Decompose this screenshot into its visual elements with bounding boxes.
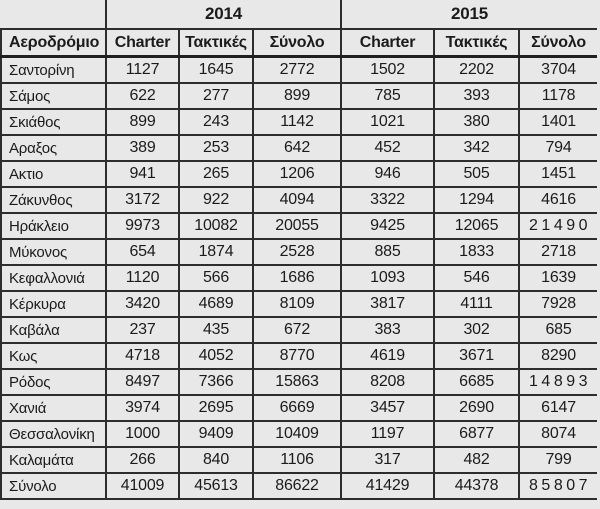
data-cell: 6669 xyxy=(253,395,341,421)
table-row xyxy=(1,135,597,161)
row-label: Σκιάθος xyxy=(1,109,106,135)
table-row xyxy=(1,265,597,291)
data-cell: 265 xyxy=(179,161,253,187)
data-cell: 941 xyxy=(106,161,179,187)
data-cell: 243 xyxy=(179,109,253,135)
data-cell: 1127 xyxy=(106,57,179,84)
data-cell: 8074 xyxy=(519,421,597,447)
data-cell: 389 xyxy=(106,135,179,161)
data-cell: 3817 xyxy=(341,291,434,317)
table-row xyxy=(1,447,597,473)
data-cell: 435 xyxy=(179,317,253,343)
row-label: Καλαμάτα xyxy=(1,447,106,473)
data-cell: 799 xyxy=(519,447,597,473)
data-cell: 20055 xyxy=(253,213,341,239)
data-cell: 15863 xyxy=(253,369,341,395)
row-label: Χανιά xyxy=(1,395,106,421)
total-row-label: Σύνολο xyxy=(1,473,106,499)
data-cell: 8109 xyxy=(253,291,341,317)
data-cell: 2528 xyxy=(253,239,341,265)
data-cell: 86622 xyxy=(253,473,341,499)
data-cell: 840 xyxy=(179,447,253,473)
data-cell: 9409 xyxy=(179,421,253,447)
row-label: Θεσσαλονίκη xyxy=(1,421,106,447)
data-cell: 1120 xyxy=(106,265,179,291)
data-cell: 3322 xyxy=(341,187,434,213)
data-cell: 277 xyxy=(179,83,253,109)
row-label: Ηράκλειο xyxy=(1,213,106,239)
data-cell: 3671 xyxy=(434,343,519,369)
data-cell: 1106 xyxy=(253,447,341,473)
data-cell: 253 xyxy=(179,135,253,161)
data-cell: 3420 xyxy=(106,291,179,317)
data-cell: 1294 xyxy=(434,187,519,213)
data-cell: 3457 xyxy=(341,395,434,421)
data-cell: 946 xyxy=(341,161,434,187)
data-cell: 9425 xyxy=(341,213,434,239)
table-row xyxy=(1,57,597,84)
table-row xyxy=(1,395,597,421)
data-cell: 45613 xyxy=(179,473,253,499)
data-cell: 342 xyxy=(434,135,519,161)
data-cell: 85807 xyxy=(519,473,597,499)
table-row xyxy=(1,83,597,109)
table-row xyxy=(1,343,597,369)
data-cell: 899 xyxy=(253,83,341,109)
data-cell: 3974 xyxy=(106,395,179,421)
row-label: Κεφαλλονιά xyxy=(1,265,106,291)
table-row xyxy=(1,213,597,239)
column-header-synolo-2014: Σύνολο xyxy=(253,29,341,57)
data-cell: 1686 xyxy=(253,265,341,291)
data-cell: 1639 xyxy=(519,265,597,291)
data-cell: 7366 xyxy=(179,369,253,395)
data-cell: 8290 xyxy=(519,343,597,369)
data-cell: 266 xyxy=(106,447,179,473)
data-cell: 785 xyxy=(341,83,434,109)
table-row xyxy=(1,291,597,317)
row-label: Σαντορίνη xyxy=(1,57,106,84)
data-cell: 12065 xyxy=(434,213,519,239)
data-cell: 6877 xyxy=(434,421,519,447)
data-cell: 1874 xyxy=(179,239,253,265)
data-cell: 3704 xyxy=(519,57,597,84)
data-cell: 1451 xyxy=(519,161,597,187)
data-cell: 885 xyxy=(341,239,434,265)
data-cell: 505 xyxy=(434,161,519,187)
data-cell: 6147 xyxy=(519,395,597,421)
data-cell: 393 xyxy=(434,83,519,109)
data-cell: 899 xyxy=(106,109,179,135)
data-cell: 685 xyxy=(519,317,597,343)
data-cell: 482 xyxy=(434,447,519,473)
data-cell: 8208 xyxy=(341,369,434,395)
row-label: Κως xyxy=(1,343,106,369)
data-cell: 10409 xyxy=(253,421,341,447)
data-cell: 4111 xyxy=(434,291,519,317)
data-cell: 2772 xyxy=(253,57,341,84)
row-label: Καβάλα xyxy=(1,317,106,343)
table-row xyxy=(1,369,597,395)
table-row xyxy=(1,317,597,343)
column-header-charter-2014: Charter xyxy=(106,29,179,57)
year-2015-header: 2015 xyxy=(341,0,597,29)
data-cell: 2690 xyxy=(434,395,519,421)
column-header-taktikes-2015: Τακτικές xyxy=(434,29,519,57)
total-row xyxy=(1,473,597,499)
row-label: Μύκονος xyxy=(1,239,106,265)
data-cell: 654 xyxy=(106,239,179,265)
data-cell: 566 xyxy=(179,265,253,291)
year-2014-header: 2014 xyxy=(106,0,341,29)
table-row xyxy=(1,109,597,135)
data-cell: 1206 xyxy=(253,161,341,187)
data-cell: 1000 xyxy=(106,421,179,447)
data-cell: 2202 xyxy=(434,57,519,84)
table-row xyxy=(1,421,597,447)
column-header-airport: Αεροδρόμιο xyxy=(1,29,106,57)
column-header-taktikes-2014: Τακτικές xyxy=(179,29,253,57)
data-cell: 8497 xyxy=(106,369,179,395)
table-row xyxy=(1,187,597,213)
data-cell: 2695 xyxy=(179,395,253,421)
data-cell: 1021 xyxy=(341,109,434,135)
column-header-row xyxy=(1,29,597,57)
data-cell: 1502 xyxy=(341,57,434,84)
data-cell: 6685 xyxy=(434,369,519,395)
table-body xyxy=(1,57,597,500)
data-cell: 1197 xyxy=(341,421,434,447)
data-cell: 672 xyxy=(253,317,341,343)
data-cell: 1178 xyxy=(519,83,597,109)
data-cell: 3172 xyxy=(106,187,179,213)
data-cell: 44378 xyxy=(434,473,519,499)
data-cell: 1142 xyxy=(253,109,341,135)
data-cell: 4094 xyxy=(253,187,341,213)
data-cell: 4052 xyxy=(179,343,253,369)
data-cell: 1833 xyxy=(434,239,519,265)
row-label: Κέρκυρα xyxy=(1,291,106,317)
data-cell: 452 xyxy=(341,135,434,161)
row-label: Ζάκυνθος xyxy=(1,187,106,213)
data-cell: 1093 xyxy=(341,265,434,291)
corner-cell xyxy=(1,0,106,29)
table-row xyxy=(1,239,597,265)
column-header-synolo-2015: Σύνολο xyxy=(519,29,597,57)
data-cell: 383 xyxy=(341,317,434,343)
data-cell: 237 xyxy=(106,317,179,343)
data-cell: 380 xyxy=(434,109,519,135)
row-label: Αραξος xyxy=(1,135,106,161)
data-cell: 14893 xyxy=(519,369,597,395)
data-cell: 8770 xyxy=(253,343,341,369)
data-cell: 4616 xyxy=(519,187,597,213)
data-cell: 546 xyxy=(434,265,519,291)
year-header-row xyxy=(1,0,597,29)
data-cell: 10082 xyxy=(179,213,253,239)
column-header-charter-2015: Charter xyxy=(341,29,434,57)
data-cell: 21490 xyxy=(519,213,597,239)
table-row xyxy=(1,161,597,187)
data-cell: 41009 xyxy=(106,473,179,499)
row-label: Ακτιο xyxy=(1,161,106,187)
data-cell: 1645 xyxy=(179,57,253,84)
data-cell: 4689 xyxy=(179,291,253,317)
data-cell: 9973 xyxy=(106,213,179,239)
data-cell: 642 xyxy=(253,135,341,161)
data-cell: 7928 xyxy=(519,291,597,317)
row-label: Ρόδος xyxy=(1,369,106,395)
data-cell: 1401 xyxy=(519,109,597,135)
data-cell: 4619 xyxy=(341,343,434,369)
row-label: Σάμος xyxy=(1,83,106,109)
data-cell: 2718 xyxy=(519,239,597,265)
data-cell: 302 xyxy=(434,317,519,343)
data-cell: 41429 xyxy=(341,473,434,499)
data-cell: 922 xyxy=(179,187,253,213)
data-cell: 4718 xyxy=(106,343,179,369)
data-cell: 317 xyxy=(341,447,434,473)
data-cell: 794 xyxy=(519,135,597,161)
data-cell: 622 xyxy=(106,83,179,109)
